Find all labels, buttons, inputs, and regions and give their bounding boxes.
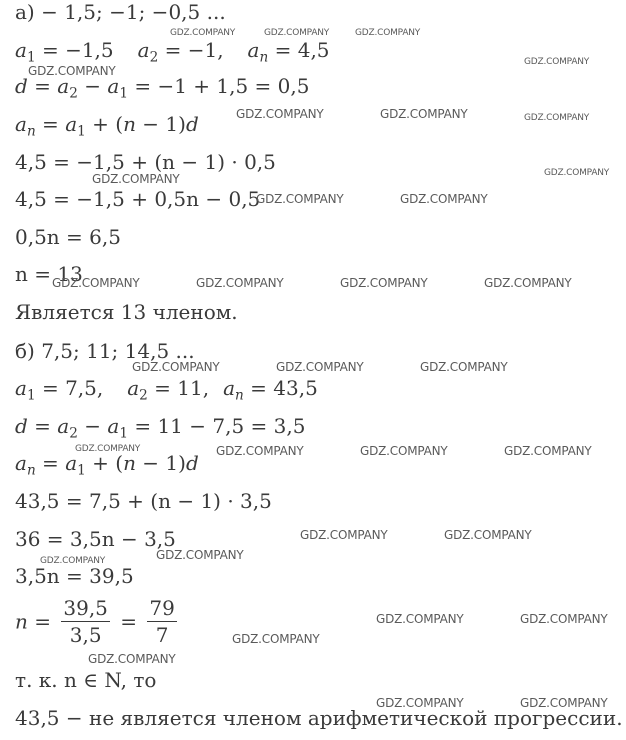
part-a-line-6: 0,5n = 6,5 bbox=[15, 225, 121, 249]
part-b-line-formula: $a_n = a_1 + (n - 1)d$ bbox=[15, 451, 199, 479]
watermark: GDZ.COMPANY bbox=[256, 192, 344, 206]
part-b-line-6: 3,5n = 39,5 bbox=[15, 564, 134, 588]
part-a-line-formula: $a_n = a_1 + (n - 1)d$ bbox=[15, 112, 199, 140]
part-b-line-8: т. к. n ∈ N, то bbox=[15, 668, 157, 692]
watermark: GDZ.COMPANY bbox=[232, 632, 320, 646]
watermark: GDZ.COMPANY bbox=[524, 113, 590, 123]
watermark: GDZ.COMPANY bbox=[340, 276, 428, 290]
part-b-line-5: 36 = 3,5n − 3,5 bbox=[15, 527, 176, 551]
watermark: GDZ.COMPANY bbox=[132, 360, 220, 374]
watermark: GDZ.COMPANY bbox=[544, 168, 610, 178]
watermark: GDZ.COMPANY bbox=[520, 696, 608, 710]
part-b-line-terms: $a_1 = 7,5$, $a_2 = 11$, $a_n = 43,5$ bbox=[15, 376, 318, 404]
watermark: GDZ.COMPANY bbox=[520, 612, 608, 626]
watermark: GDZ.COMPANY bbox=[376, 612, 464, 626]
watermark: GDZ.COMPANY bbox=[400, 192, 488, 206]
watermark: GDZ.COMPANY bbox=[380, 107, 468, 121]
watermark: GDZ.COMPANY bbox=[28, 64, 116, 78]
watermark: GDZ.COMPANY bbox=[360, 444, 448, 458]
part-a-conclusion: Является 13 членом. bbox=[15, 300, 238, 324]
watermark: GDZ.COMPANY bbox=[236, 107, 324, 121]
watermark: GDZ.COMPANY bbox=[444, 528, 532, 542]
part-a-line-4: 4,5 = −1,5 + (n − 1) · 0,5 bbox=[15, 150, 276, 174]
watermark: GDZ.COMPANY bbox=[75, 444, 141, 454]
watermark: GDZ.COMPANY bbox=[216, 444, 304, 458]
watermark: GDZ.COMPANY bbox=[276, 360, 364, 374]
part-a-line-5: 4,5 = −1,5 + 0,5n − 0,5 bbox=[15, 187, 261, 211]
watermark: GDZ.COMPANY bbox=[92, 172, 180, 186]
part-a-line-7: n = 13 bbox=[15, 262, 83, 286]
part-b-line-d: $d = a_2 - a_1 = 11 - 7,5 = 3,5$ bbox=[15, 414, 306, 442]
part-a-header: а) − 1,5; −1; −0,5 ... bbox=[15, 0, 226, 24]
part-b-line-4: 43,5 = 7,5 + (n − 1) · 3,5 bbox=[15, 489, 272, 513]
watermark: GDZ.COMPANY bbox=[196, 276, 284, 290]
watermark: GDZ.COMPANY bbox=[300, 528, 388, 542]
watermark: GDZ.COMPANY bbox=[355, 28, 421, 38]
part-a-line-terms: $a_1 = -1,5$ $a_2 = -1$, $a_n = 4,5$ bbox=[15, 38, 330, 66]
fraction-2: $\frac{79}{7}$ bbox=[149, 596, 175, 647]
watermark: GDZ.COMPANY bbox=[484, 276, 572, 290]
watermark: GDZ.COMPANY bbox=[376, 696, 464, 710]
watermark: GDZ.COMPANY bbox=[264, 28, 330, 38]
watermark: GDZ.COMPANY bbox=[40, 556, 106, 566]
watermark: GDZ.COMPANY bbox=[52, 276, 140, 290]
watermark: GDZ.COMPANY bbox=[170, 28, 236, 38]
watermark: GDZ.COMPANY bbox=[156, 548, 244, 562]
watermark: GDZ.COMPANY bbox=[504, 444, 592, 458]
part-a-line-d: $d = a_2 - a_1 = -1 + 1,5 = 0,5$ bbox=[15, 74, 310, 102]
part-b-header: б) 7,5; 11; 14,5 ... bbox=[15, 339, 195, 363]
watermark: GDZ.COMPANY bbox=[524, 57, 590, 67]
fraction-1: $\frac{39,5}{3,5}$ bbox=[63, 596, 108, 647]
watermark: GDZ.COMPANY bbox=[88, 652, 176, 666]
watermark: GDZ.COMPANY bbox=[420, 360, 508, 374]
part-b-conclusion: 43,5 − не является членом арифметической прогрессии. bbox=[15, 706, 623, 730]
part-b-line-fraction: n = $\frac{39,5}{3,5}$ = $\frac{79}{7}$ bbox=[15, 596, 175, 647]
